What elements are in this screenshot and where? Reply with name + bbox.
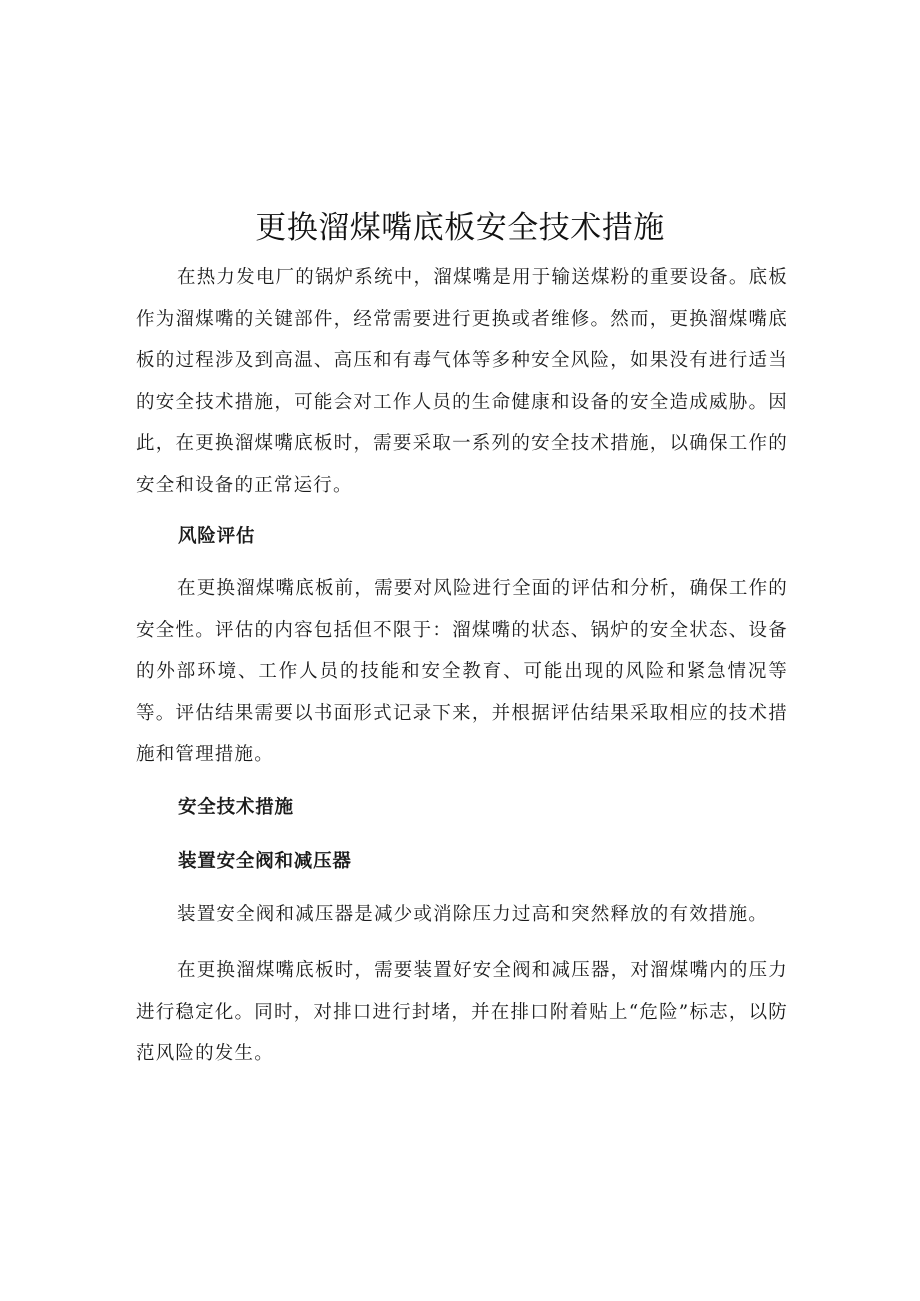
- document-title: 更换溜煤嘴底板安全技术措施: [255, 210, 665, 246]
- intro-paragraph: 在热力发电厂的锅炉系统中，溜煤嘴是用于输送煤粉的重要设备。底板作为溜煤嘴的关键部件，经常需要进行更换或者维修。然而，更换溜煤嘴底板的过程涉及到高温、高压和有毒气体等多种安全风险，如果没有进行适当的安全技术措施，可能会对工作人员的生命健康和设备的安全造成威胁。因此，在更换溜煤嘴底板时，需要采取一系列的安全技术措施，以确保工作的安全和设备的正常运行。: [136, 267, 788, 496]
- safety-valve-paragraph-2: 在更换溜煤嘴底板时，需要装置好安全阀和减压器，对溜煤嘴内的压力进行稳定化。同时，对排口进行封堵，并在排口附着贴上“危险”标志，以防范风险的发生。: [136, 960, 788, 1064]
- section-heading-risk-assessment: 风险评估: [178, 526, 256, 547]
- section-heading-safety-measures: 安全技术措施: [178, 797, 294, 818]
- safety-valve-paragraph-1: 装置安全阀和减压器是减少或消除压力过高和突然释放的有效措施。: [177, 904, 769, 925]
- subsection-heading-safety-valve: 装置安全阀和减压器: [178, 851, 352, 872]
- risk-assessment-paragraph: 在更换溜煤嘴底板前，需要对风险进行全面的评估和分析，确保工作的安全性。评估的内容包括但不限于：溜煤嘴的状态、锅炉的安全状态、设备的外部环境、工作人员的技能和安全教育、可能出现的风险和紧急情况等等。评估结果需要以书面形式记录下来，并根据评估结果采取相应的技术措施和管理措施。: [136, 578, 788, 765]
